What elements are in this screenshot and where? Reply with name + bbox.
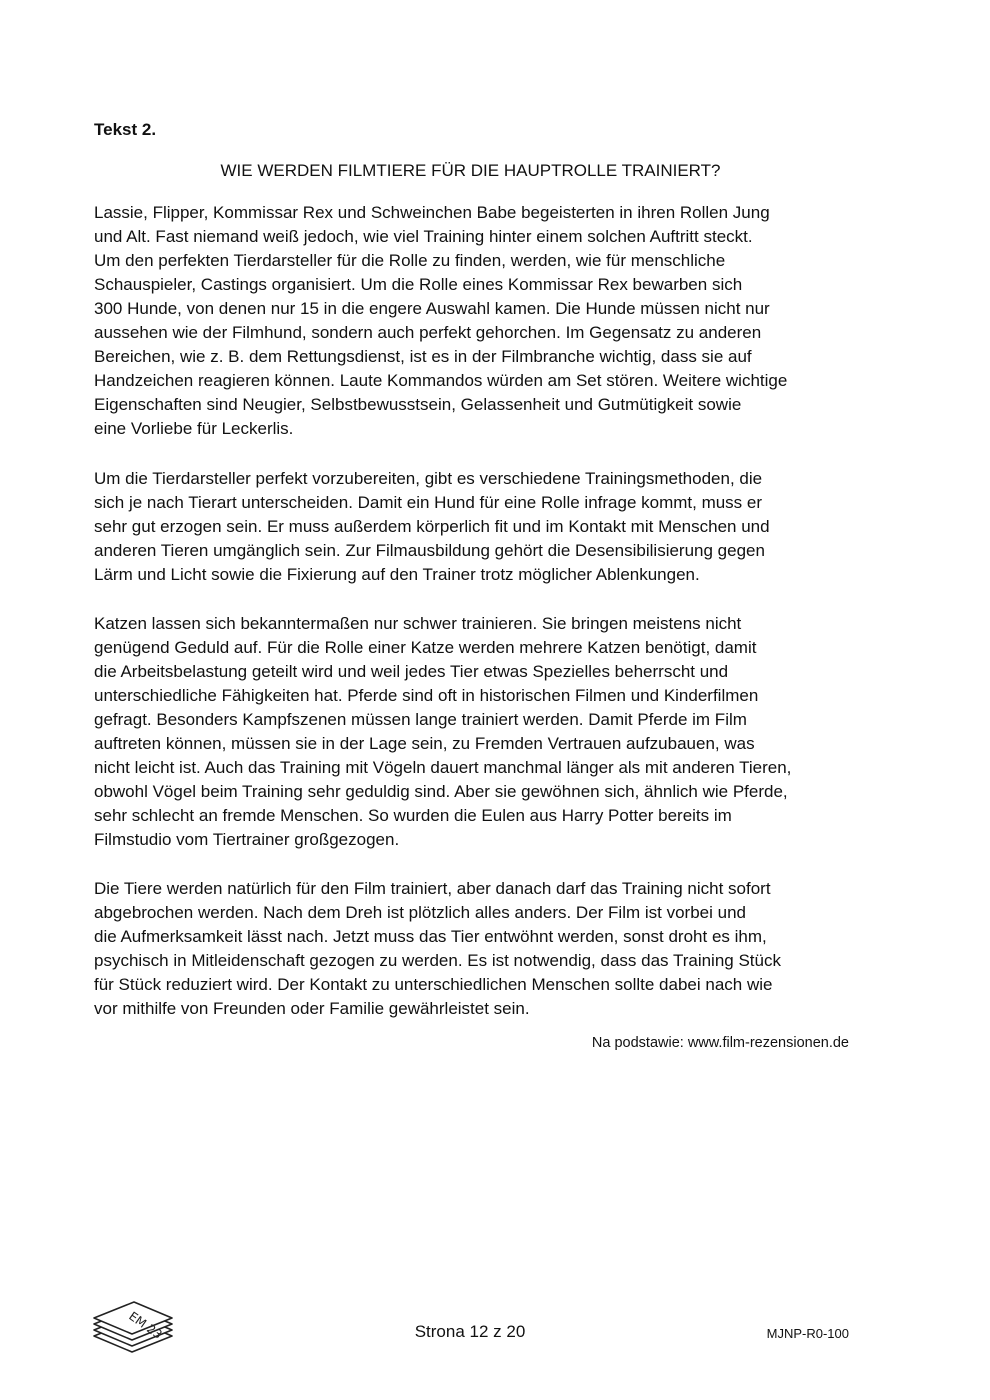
page-number: Strona 12 z 20 (414, 1322, 526, 1341)
text-line: sehr schlecht an fremde Menschen. So wurden die Eulen aus Harry Potter bereits im (94, 806, 732, 825)
text-line: 300 Hunde, von denen nur 15 in die engere Auswahl kamen. Die Hunde müssen nicht nur (94, 299, 770, 318)
text-line: Die Tiere werden natürlich für den Film trainiert, aber danach darf das Training nicht sofort (94, 879, 771, 898)
text-label: Tekst 2. (94, 120, 157, 139)
text-line: sich je nach Tierart unterscheiden. Damit ein Hund für eine Rolle infrage kommt, muss er (94, 493, 763, 512)
text-line: nicht leicht ist. Auch das Training mit Vögeln dauert manchmal länger als mit anderen Tieren, (94, 758, 792, 777)
text-line: vor mithilfe von Freunden oder Familie gewährleistet sein. (94, 999, 530, 1018)
text-line: für Stück reduziert wird. Der Kontakt zu unterschiedlichen Menschen sollte dabei nach wie (94, 975, 773, 994)
text-line: unterschiedliche Fähigkeiten hat. Pferde sind oft in historischen Filmen und Kinderfilmen (94, 686, 759, 705)
text-line: Eigenschaften sind Neugier, Selbstbewusstsein, Gelassenheit und Gutmütigkeit sowie (94, 395, 742, 414)
text-line: genügend Geduld auf. Für die Rolle einer Katze werden mehrere Katzen benötigt, damit (94, 638, 757, 657)
text-line: Filmstudio vom Tiertrainer großgezogen. (94, 830, 400, 849)
text-line: Lassie, Flipper, Kommissar Rex und Schweinchen Babe begeisterten in ihren Rollen Jung (94, 203, 770, 222)
text-line: Schauspieler, Castings organisiert. Um die Rolle eines Kommissar Rex bewarben sich (94, 275, 743, 294)
document-code: MJNP-R0-100 (766, 1326, 849, 1341)
text-line: psychisch in Mitleidenschaft gezogen zu werden. Es ist notwendig, dass das Training Stück (94, 951, 781, 970)
text-title: WIE WERDEN FILMTIERE FÜR DIE HAUPTROLLE TRAINIERT? (220, 161, 721, 180)
source-note: Na podstawie: www.film-rezensionen.de (591, 1035, 849, 1051)
text-line: die Aufmerksamkeit lässt nach. Jetzt muss das Tier entwöhnt werden, sonst droht es ihm, (94, 927, 767, 946)
text-line: abgebrochen werden. Nach dem Dreh ist plötzlich alles anders. Der Film ist vorbei und (94, 903, 746, 922)
logo-text: EM 23 (126, 1308, 165, 1342)
text-line: gefragt. Besonders Kampfszenen müssen lange trainiert werden. Damit Pferde im Film (94, 710, 747, 729)
text-line: die Arbeitsbelastung geteilt wird und weil jedes Tier etwas Spezielles beherrscht und (94, 662, 729, 681)
text-line: Handzeichen reagieren können. Laute Kommandos würden am Set stören. Weitere wichtige (94, 371, 788, 390)
text-line: und Alt. Fast niemand weiß jedoch, wie viel Training hinter einem solchen Auftritt steckt. (94, 227, 753, 246)
text-line: obwohl Vögel beim Training sehr geduldig sind. Aber sie gewöhnen sich, ähnlich wie Pferde, (94, 782, 788, 801)
text-line: Bereichen, wie z. B. dem Rettungsdienst, ist es in der Filmbranche wichtig, dass sie auf (94, 347, 752, 366)
text-line: Um den perfekten Tierdarsteller für die Rolle zu finden, werden, wie für menschliche (94, 251, 726, 270)
text-line: auftreten können, müssen sie in der Lage sein, zu Fremden Vertrauen aufzubauen, was (94, 734, 755, 753)
text-line: Um die Tierdarsteller perfekt vorzubereiten, gibt es verschiedene Trainingsmethoden, die (94, 469, 763, 488)
text-line: anderen Tieren umgänglich sein. Zur Filmausbildung gehört die Desensibilisierung gegen (94, 541, 765, 560)
text-line: aussehen wie der Filmhund, sondern auch perfekt gehorchen. Im Gegensatz zu anderen (94, 323, 762, 342)
text-line: Katzen lassen sich bekanntermaßen nur schwer trainieren. Sie bringen meistens nicht (94, 614, 742, 633)
text-line: Lärm und Licht sowie die Fixierung auf den Trainer trotz möglicher Ablenkungen. (94, 565, 700, 584)
text-line: eine Vorliebe für Leckerlis. (94, 419, 294, 438)
text-line: sehr gut erzogen sein. Er muss außerdem körperlich fit und im Kontakt mit Menschen und (94, 517, 770, 536)
